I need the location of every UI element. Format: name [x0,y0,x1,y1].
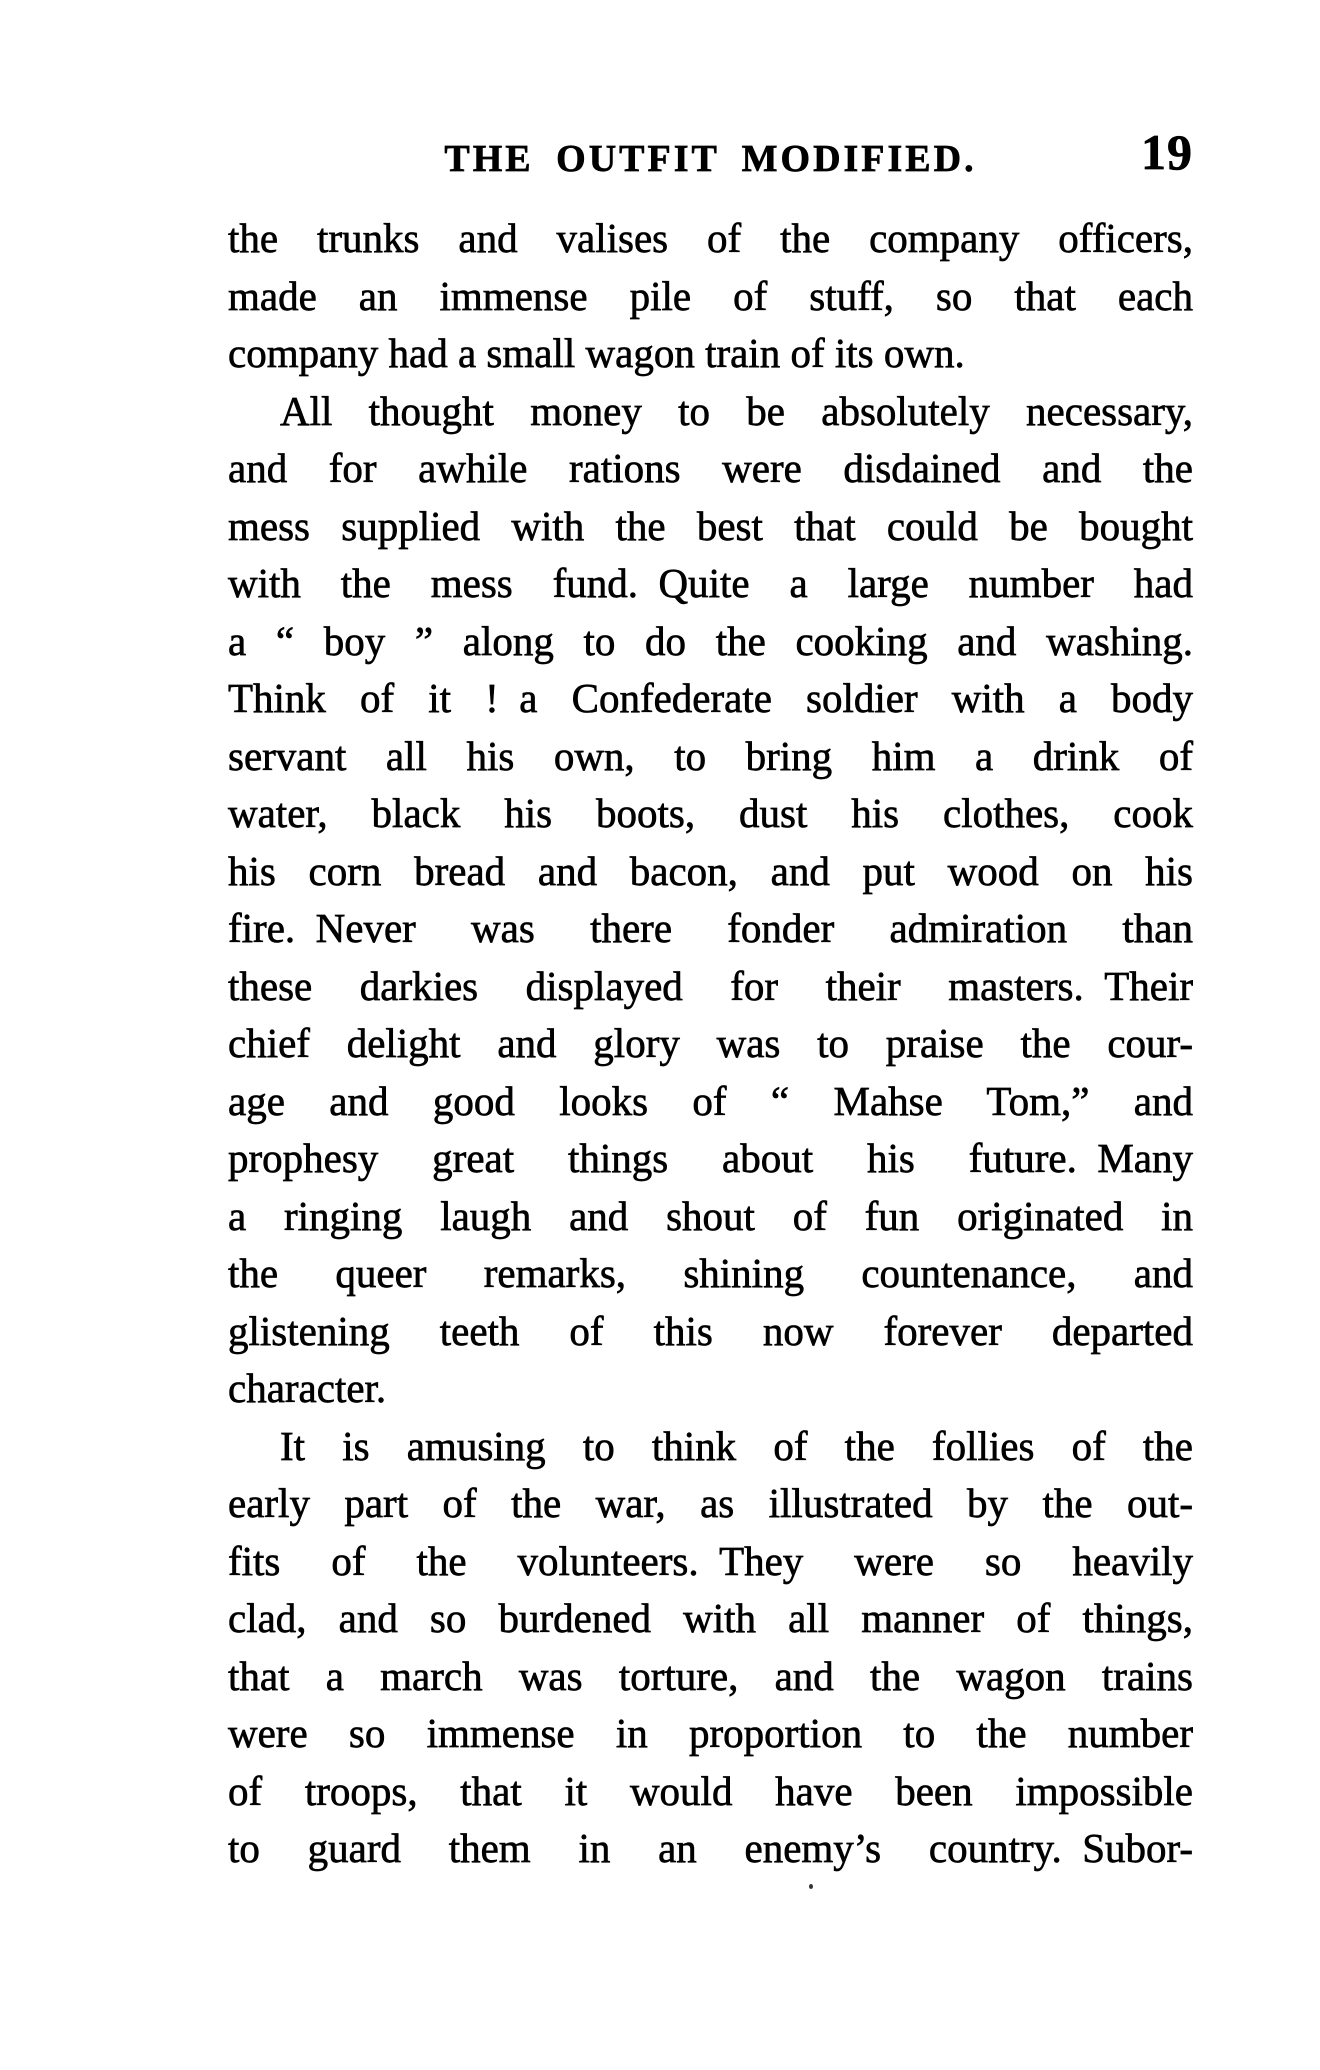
text-line: Think of it ! a Confederate soldier with a body [228,675,1193,721]
text-line: age and good looks of “ Mahse Tom,” and [228,1077,1193,1124]
page-header [228,124,1193,197]
text-line: and for awhile rations were disdained and the [228,445,1193,491]
text-line: prophesy great things about his future. Many [228,1135,1193,1181]
text-line: a “ boy ” along to do the cooking and washing. [228,617,1193,664]
text-line: of troops, that it would have been impossible [228,1767,1193,1814]
text-line: All thought money to be absolutely necessary, [280,387,1193,434]
page-text [228,210,1193,1878]
text-line: glistening teeth of this now forever departed [228,1307,1193,1354]
text-line: made an immense pile of stuff, so that each [228,272,1193,319]
page-number: 19 [1141,124,1193,180]
text-line: early part of the war, as illustrated by the out- [228,1480,1193,1526]
text-line: a ringing laugh and shout of fun originated in [228,1192,1193,1239]
text-line: with the mess fund. Quite a large number had [228,560,1193,606]
text-line: company had a small wagon train of its own. [228,330,965,376]
ink-speck [809,1884,813,1889]
text-line: It is amusing to think of the follies of the [280,1422,1193,1469]
text-line: fire. Never was there fonder admiration than [228,905,1193,951]
text-line: his corn bread and bacon, and put wood on his [228,847,1193,894]
text-line: mess supplied with the best that could be bought [228,502,1193,549]
text-line: these darkies displayed for their masters. Their [228,962,1193,1009]
text-line: were so immense in proportion to the number [228,1710,1193,1756]
running-header-title: THE OUTFIT MODIFIED. [444,138,977,180]
text-line: servant all his own, to bring him a drink of [228,732,1193,779]
text-line: clad, and so burdened with all manner of things, [228,1595,1193,1641]
text-line: fits of the volunteers. They were so heavily [228,1537,1193,1584]
text-line: chief delight and glory was to praise the cour- [228,1020,1193,1066]
text-line: character. [228,1365,387,1411]
text-line: water, black his boots, dust his clothes, cook [228,790,1193,836]
text-line: that a march was torture, and the wagon trains [228,1652,1193,1699]
text-line: to guard them in an enemy’s country. Subor- [228,1825,1193,1871]
text-line: the trunks and valises of the company officers, [228,215,1193,261]
text-line: the queer remarks, shining countenance, and [228,1250,1193,1296]
